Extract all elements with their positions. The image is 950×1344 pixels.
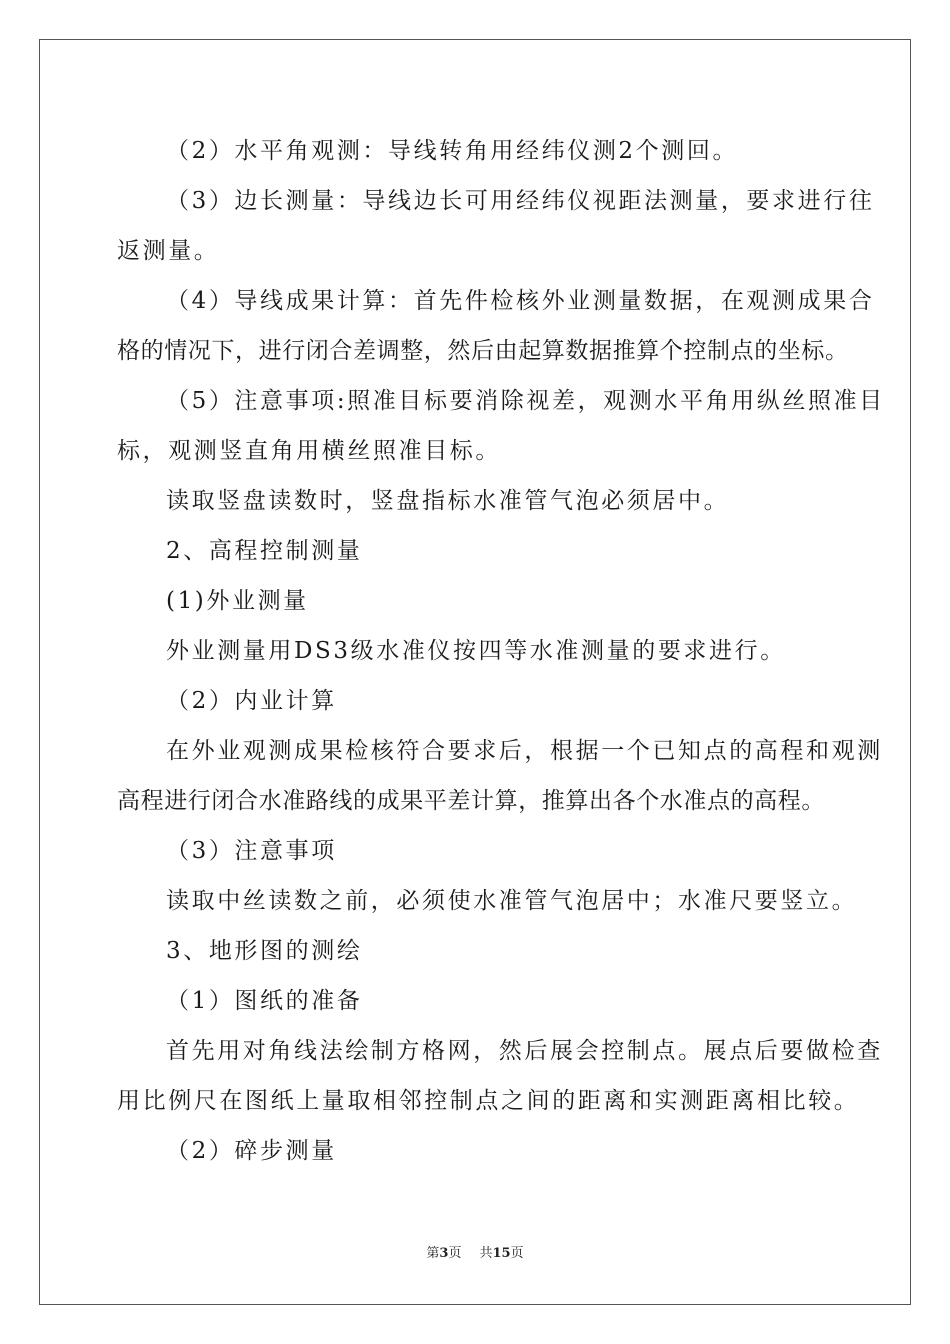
page-number: 3 <box>439 1246 449 1261</box>
paragraph-line: 首先用对角线法绘制方格网，然后展会控制点。展点后要做检查 <box>166 1038 883 1064</box>
page-prefix: 第 <box>426 1246 440 1261</box>
paragraph-line: 用比例尺在图纸上量取相邻控制点之间的距离和实测距离相比较。 <box>117 1088 860 1114</box>
section-heading: 2、高程控制测量 <box>166 538 363 564</box>
total-suffix: 页 <box>510 1246 524 1261</box>
subsection-heading: （2）碎步测量 <box>166 1138 337 1164</box>
paragraph-line: 返测量。 <box>117 238 220 264</box>
subsection-heading: （1）图纸的准备 <box>166 988 363 1014</box>
subsection-heading: （2）内业计算 <box>166 688 337 714</box>
paragraph-line: 读取中丝读数之前，必须使水准管气泡居中；水准尺要竖立。 <box>166 888 858 914</box>
paragraph-line: 标，观测竖直角用横丝照准目标。 <box>117 438 501 464</box>
page-footer <box>0 1245 950 1263</box>
total-pages: 15 <box>492 1246 511 1261</box>
paragraph-line: 读取竖盘读数时，竖盘指标水准管气泡必须居中。 <box>166 488 730 514</box>
paragraph-line: 外业测量用DS3级水准仪按四等水准测量的要求进行。 <box>166 638 786 664</box>
paragraph-line: （5）注意事项:照准目标要消除视差，观测水平角用纵丝照准目 <box>166 388 885 414</box>
subsection-heading: (1)外业测量 <box>166 588 309 614</box>
paragraph-line: （4）导线成果计算：首先件检核外业测量数据，在观测成果合 <box>166 288 875 314</box>
paragraph-line: （3）边长测量：导线边长可用经纬仪视距法测量，要求进行往 <box>166 188 875 214</box>
paragraph-line: （2）水平角观测：导线转角用经纬仪测2个测回。 <box>166 138 739 164</box>
paragraph-line: 高程进行闭合水准路线的成果平差计算，推算出各个水准点的高程。 <box>117 788 825 814</box>
subsection-heading: （3）注意事项 <box>166 838 337 864</box>
paragraph-line: 在外业观测成果检核符合要求后，根据一个已知点的高程和观测 <box>166 738 883 764</box>
total-prefix: 共 <box>479 1246 493 1261</box>
section-heading: 3、地形图的测绘 <box>166 938 363 964</box>
paragraph-line: 格的情况下，进行闭合差调整，然后由起算数据推算个控制点的坐标。 <box>117 338 849 364</box>
page-suffix: 页 <box>448 1246 462 1261</box>
